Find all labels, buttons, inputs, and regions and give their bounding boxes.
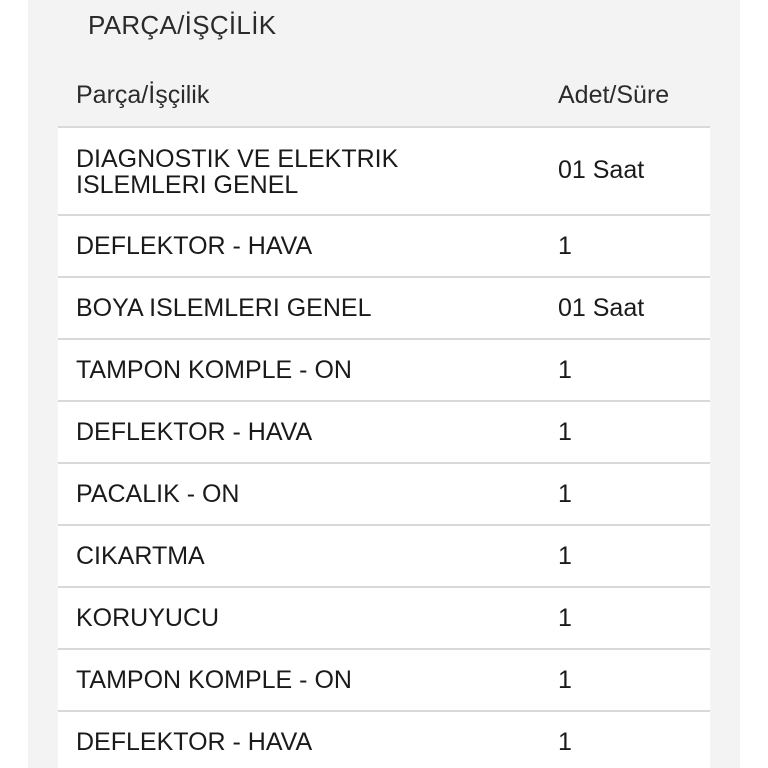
parts-labor-table xyxy=(58,64,710,768)
table-row xyxy=(58,402,710,462)
section-title: PARÇA/İŞÇİLİK xyxy=(88,10,277,40)
table-row xyxy=(58,526,710,586)
column-header-part: Parça/İşçilik xyxy=(76,81,210,109)
column-header-qty: Adet/Süre xyxy=(558,81,670,109)
cell-qty: 1 xyxy=(558,480,572,508)
cell-qty: 1 xyxy=(558,542,572,570)
cell-part: KORUYUCU xyxy=(76,604,220,632)
table-row xyxy=(58,340,710,400)
cell-qty: 01 Saat xyxy=(558,294,645,322)
cell-qty: 1 xyxy=(558,728,572,756)
cell-part: DEFLEKTOR - HAVA xyxy=(76,232,313,260)
table-row xyxy=(58,712,710,768)
cell-part: PACALIK - ON xyxy=(76,480,240,508)
cell-part: DEFLEKTOR - HAVA xyxy=(76,728,313,756)
cell-part: CIKARTMA xyxy=(76,542,205,570)
cell-part: TAMPON KOMPLE - ON xyxy=(76,666,352,694)
right-gutter xyxy=(710,0,740,768)
cell-qty: 1 xyxy=(558,418,572,446)
cell-part: BOYA ISLEMLERI GENEL xyxy=(76,294,372,322)
table-row xyxy=(58,588,710,648)
table-row xyxy=(58,278,710,338)
cell-part: DIAGNOSTIK VE ELEKTRIK ISLEMLERI GENEL xyxy=(76,145,399,199)
table-body xyxy=(58,128,710,768)
table-row xyxy=(58,650,710,710)
cell-qty: 1 xyxy=(558,604,572,632)
table-row xyxy=(58,216,710,276)
cell-part: DEFLEKTOR - HAVA xyxy=(76,418,313,446)
table-row xyxy=(58,464,710,524)
cell-qty: 1 xyxy=(558,232,572,260)
table-row xyxy=(58,128,710,214)
left-margin xyxy=(0,0,28,768)
table-header xyxy=(58,64,710,128)
parts-labor-card xyxy=(58,0,710,768)
cell-qty: 1 xyxy=(558,356,572,384)
cell-qty: 01 Saat xyxy=(558,156,645,184)
cell-part: TAMPON KOMPLE - ON xyxy=(76,356,352,384)
left-gutter xyxy=(28,0,58,768)
cell-qty: 1 xyxy=(558,666,572,694)
